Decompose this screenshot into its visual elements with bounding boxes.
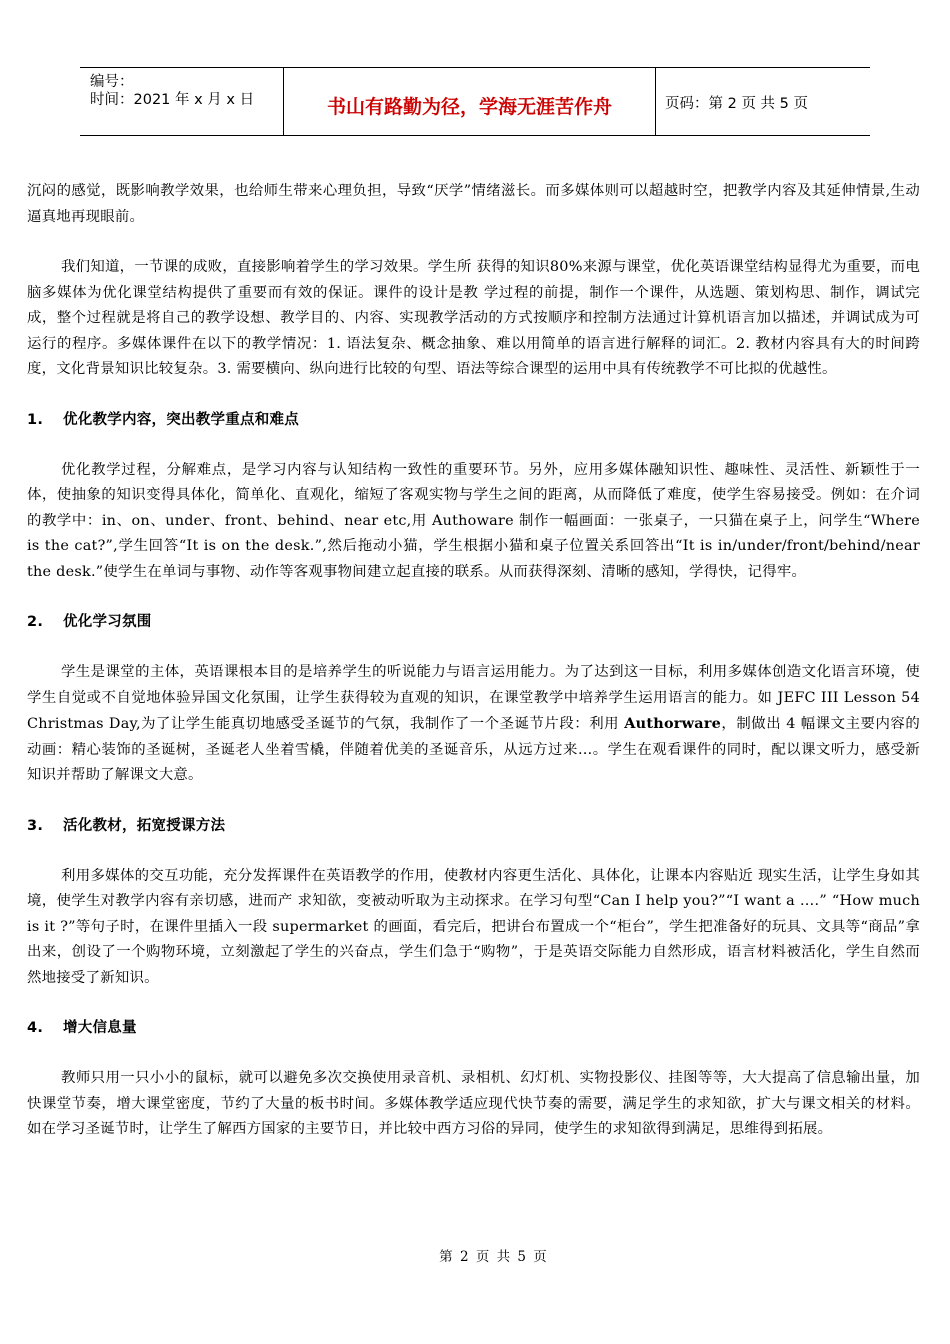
section-heading — [27, 610, 920, 635]
header-table — [80, 67, 870, 136]
document-date: 时间：2021 年 x 月 x 日 — [90, 92, 255, 108]
header-motto: 书山有路勤为径，学海无涯苦作舟 — [283, 68, 656, 135]
paragraph: 我们知道，一节课的成败，直接影响着学生的学习效果。学生所 获得的知识80%来源与课堂，优化英语课堂结构显得尤为重要，而电脑多媒体为优化课堂结构提供了重要而有效的保证。课件的设计是教 学过程的前提，制作一个课件，从选题、策划构思、制作，调试完成，整个过程就是将自己的教学设想、教学目的、内容、实现教学活动的方式按顺序和控制方法通过计算机语言加以描述，并调试成为可运行的程序。多媒体课件在以下的教学情况：1. 语法复杂、概念抽象、难以用简单的语言进行解释的词汇。2. 教材内容具有大的时间跨度，文化背景知识比较复杂。3. 需要横向、纵向进行比较的句型、语法等综合课型的运用中具有传统教学不可比拟的优越性。 — [27, 259, 920, 377]
bold-term: Authorware — [624, 715, 722, 732]
paragraph: 沉闷的感觉，既影响教学效果，也给师生带来心理负担，导致“厌学”情绪滋长。而多媒体则可以超越时空，把教学内容及其延伸情景,生动逼真地再现眼前。 — [27, 183, 920, 225]
header-page-info: 页码：第 2 页 共 5 页 — [665, 96, 808, 112]
page-footer: 第 2 页 共 5 页 — [439, 1249, 547, 1265]
section-number: 3. — [27, 817, 44, 834]
section-paragraph: 教师只用一只小小的鼠标，就可以避免多次交换使用录音机、录相机、幻灯机、实物投影仪、挂图等等，大大提高了信息输出量，加快课堂节奏，增大课堂密度，节约了大量的板书时间。多媒体教学适应现代快节奏的需要，满足学生的求知欲，扩大与课文相关的材料。如在学习圣诞节时，让学生了解西方国家的主要节日，并比较中西方习俗的异同，使学生的求知欲得到满足，思维得到拓展。 — [27, 1070, 920, 1137]
section-paragraph: 利用多媒体的交互功能，充分发挥课件在英语教学的作用，使教材内容更生活化、具体化，让课本内容贴近 现实生活，让学生身如其境，使学生对教学内容有亲切感，进而产 求知欲，变被动听取为主动探求。在学习句型“Can I help you?”“I want a ….” “How much is it ?”等句子时，在课件里插入一段 supermarket 的画面，看完后，把讲台布置成一个“柜台”，学生把准备好的玩具、文具等“商品”拿出来，创设了一个购物环境，立刻激起了学生的兴奋点，学生们急于“购物”，于是英语交际能力自然形成，语言材料被活化，学生自然而然地接受了新知识。 — [27, 867, 920, 986]
section-number: 1. — [27, 411, 44, 428]
section-paragraph — [27, 660, 920, 789]
header-meta-cell — [80, 68, 283, 135]
document-number-label: 编号： — [90, 74, 134, 90]
section-paragraph: 优化教学过程，分解难点，是学习内容与认知结构一致性的重要环节。另外，应用多媒体融知识性、趣味性、灵活性、新颖性于一体，使抽象的知识变得具体化，简单化、直观化，缩短了客观实物与学生之间的距离，从而降低了难度，使学生容易接受。例如：在介词的教学中：in、on、under、front、behind、near etc,用 Authoware 制作一幅画面：一张桌子，一只猫在桌子上，问学生“Where is the cat?”,学生回答“It is on the desk.”,然后拖动小猫，学生根据小猫和桌子位置关系回答出“It is in/under/front/behind/near the desk.”使学生在单词与事物、动作等客观事物间建立起直接的联系。从而获得深刻、清晰的感知，学得快，记得牢。 — [27, 461, 920, 580]
section-title: 优化教学内容，突出教学重点和难点 — [63, 411, 299, 428]
section-heading — [27, 814, 920, 839]
section-heading — [27, 408, 920, 433]
section-title: 优化学习氛围 — [63, 614, 152, 630]
section-number: 2. — [27, 614, 44, 630]
section-title: 活化教材，拓宽授课方法 — [63, 817, 226, 834]
paragraph-text: 学生是课堂的主体，英语课根本目的是培养学生的听说能力与语言运用能力。为了达到这一目标，利用多媒体创造文化语言环境，使学生自觉或不自觉地体验异国文化氛围，让学生获得较为直观的知识，在课堂教学中培养学生运用语言的能力。如 JEFC III Lesson 54 Christmas Day,为了让学生能真切地感受圣诞节的气氛，我制作了一个圣诞节片段：利用 — [27, 664, 920, 732]
document-body — [27, 179, 920, 1143]
section-title: 增大信息量 — [63, 1020, 137, 1036]
section-number: 4. — [27, 1020, 44, 1036]
paragraph-text: ，制做出 4 幅课文主要内容的动画：精心装饰的圣诞树，圣诞老人坐着雪橇，伴随着优美的圣诞音乐，从远方过来…。学生在观看课件的同时，配以课文听力，感受新知识并帮助了解课文大意。 — [27, 716, 920, 783]
section-heading — [27, 1016, 920, 1041]
